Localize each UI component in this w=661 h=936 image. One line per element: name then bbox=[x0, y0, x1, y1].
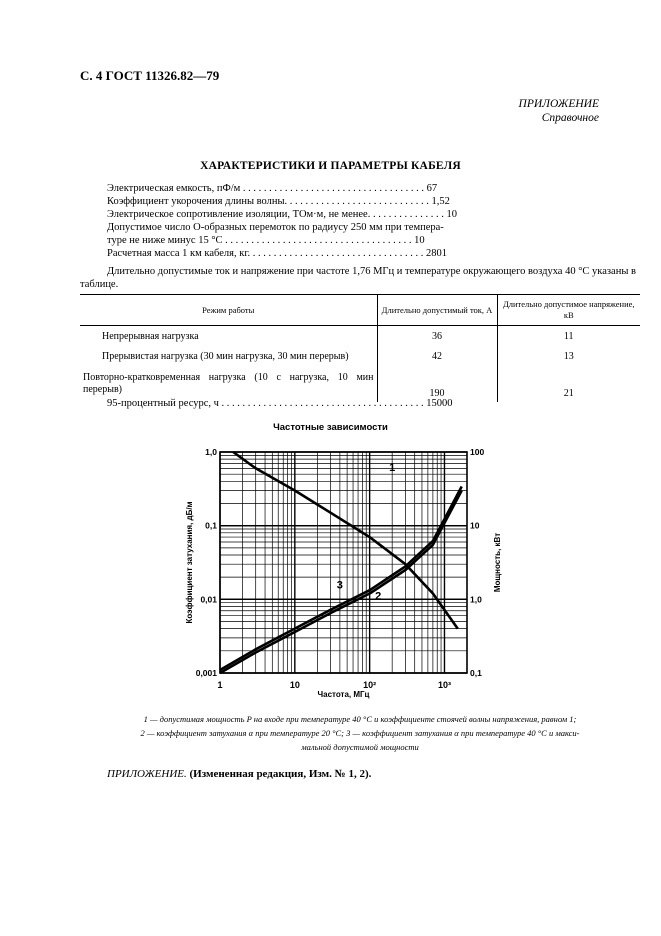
table-row bbox=[80, 326, 640, 347]
appendix-subtitle: Справочное bbox=[541, 112, 599, 124]
param-rewinds-cont: туре не ниже минус 15 °С . . . . . . . . . . . . . . . . . . . . . . . . . . . . . . . . . . . . 10 bbox=[107, 235, 425, 246]
table-header-mode: Режим работы bbox=[80, 295, 377, 326]
table-header-voltage: Длительно допустимое напряжение, кВ bbox=[497, 295, 640, 326]
y-left-tick-label: 0,001 bbox=[195, 668, 217, 678]
param-wave-factor: Коэффициент укорочения длины волны. . . . . . . . . . . . . . . . . . . . . . . . . . . . 1,52 bbox=[107, 196, 450, 207]
section-title: ХАРАКТЕРИСТИКИ И ПАРАМЕТРЫ КАБЕЛЯ bbox=[200, 160, 461, 172]
amendment-note bbox=[107, 768, 371, 780]
table-cell-current: 36 bbox=[377, 326, 497, 347]
table-intro-paragraph: Длительно допустимые ток и напряжение при частоте 1,76 МГц и температуре окружающего воздуха 40 °С указаны в таблице. bbox=[80, 266, 636, 290]
param-capacitance: Электрическая емкость, пФ/м . . . . . . . . . . . . . . . . . . . . . . . . . . . . . . . . . . . 67 bbox=[107, 183, 438, 194]
y-right-tick-label: 1,0 bbox=[470, 594, 482, 605]
y-right-tick-label: 10 bbox=[470, 520, 480, 531]
x-tick-label: 10³ bbox=[437, 680, 451, 690]
table-header-current: Длительно допустимый ток, А bbox=[377, 295, 497, 326]
table-cell-voltage: 11 bbox=[497, 326, 640, 347]
caption-line-1: 1 — допустимая мощность P на входе при температуре 40 °С и коэффициенте стоячей волны напряжения, равном 1; bbox=[143, 714, 577, 724]
y-right-tick-label: 0,1 bbox=[470, 668, 482, 678]
table-cell-mode: Повторно-кратковременная нагрузка (10 с нагрузка, 10 мин перерыв) bbox=[83, 372, 374, 395]
table-cell-current: 42 bbox=[377, 346, 497, 366]
y-right-tick-label: 100 bbox=[470, 447, 485, 457]
y-left-tick-label: 0,01 bbox=[200, 594, 217, 605]
amendment-note-italic: ПРИЛОЖЕНИЕ. bbox=[107, 768, 187, 780]
appendix-title: ПРИЛОЖЕНИЕ bbox=[518, 98, 599, 110]
resource-line: 95-процентный ресурс, ч . . . . . . . . . . . . . . . . . . . . . . . . . . . . . . . . . . . . . . . 15000 bbox=[107, 398, 453, 409]
y-right-axis-label: Мощность, кВт bbox=[493, 532, 502, 593]
caption-line-3: мальной допустимой мощности bbox=[301, 742, 419, 752]
ratings-table bbox=[80, 294, 640, 402]
param-insulation: Электрическое сопротивление изоляции, ТОм·м, не менее. . . . . . . . . . . . . . . 10 bbox=[107, 209, 457, 220]
param-rewinds: Допустимое число О-образных перемоток по радиусу 250 мм при темпера- bbox=[107, 222, 444, 233]
frequency-chart bbox=[180, 440, 510, 700]
appendix-label bbox=[519, 97, 599, 125]
table-cell-voltage: 13 bbox=[497, 346, 640, 366]
table-cell-current: 190 bbox=[377, 366, 497, 402]
chart-title: Частотные зависимости bbox=[273, 422, 388, 433]
x-tick-label: 10 bbox=[289, 680, 300, 690]
chart-caption bbox=[80, 712, 640, 754]
y-left-tick-label: 1,0 bbox=[205, 447, 217, 457]
x-tick-label: 1 bbox=[217, 680, 223, 690]
chart-frame bbox=[220, 452, 467, 673]
series-label-2: 2 bbox=[375, 590, 382, 603]
series-line-3 bbox=[220, 487, 462, 671]
table-row bbox=[80, 366, 640, 402]
series-label-3: 3 bbox=[336, 579, 343, 592]
x-axis-label: Частота, МГц bbox=[317, 690, 370, 699]
series-label-1: 1 bbox=[389, 462, 396, 475]
table-row bbox=[80, 346, 640, 366]
param-mass: Расчетная масса 1 км кабеля, кг. . . . . . . . . . . . . . . . . . . . . . . . . . . . . . . . . . 2801 bbox=[107, 248, 447, 259]
x-tick-label: 10² bbox=[363, 680, 377, 690]
page-header: С. 4 ГОСТ 11326.82—79 bbox=[80, 68, 220, 83]
y-left-tick-label: 0,1 bbox=[205, 520, 217, 531]
table-cell-voltage: 21 bbox=[497, 366, 640, 402]
y-left-axis-label: Коэффициент затухания, дБ/м bbox=[185, 501, 194, 624]
amendment-note-bold: (Измененная редакция, Изм. № 1, 2). bbox=[186, 768, 372, 780]
caption-line-2: 2 — коэффициент затухания α при температуре 20 °С; 3 — коэффициент затухания α при температуре 40 °С и макси- bbox=[140, 728, 580, 738]
table-cell-mode: Непрерывная нагрузка bbox=[102, 330, 199, 342]
table-cell-mode: Прерывистая нагрузка (30 мин нагрузка, 30 мин перерыв) bbox=[102, 350, 349, 362]
